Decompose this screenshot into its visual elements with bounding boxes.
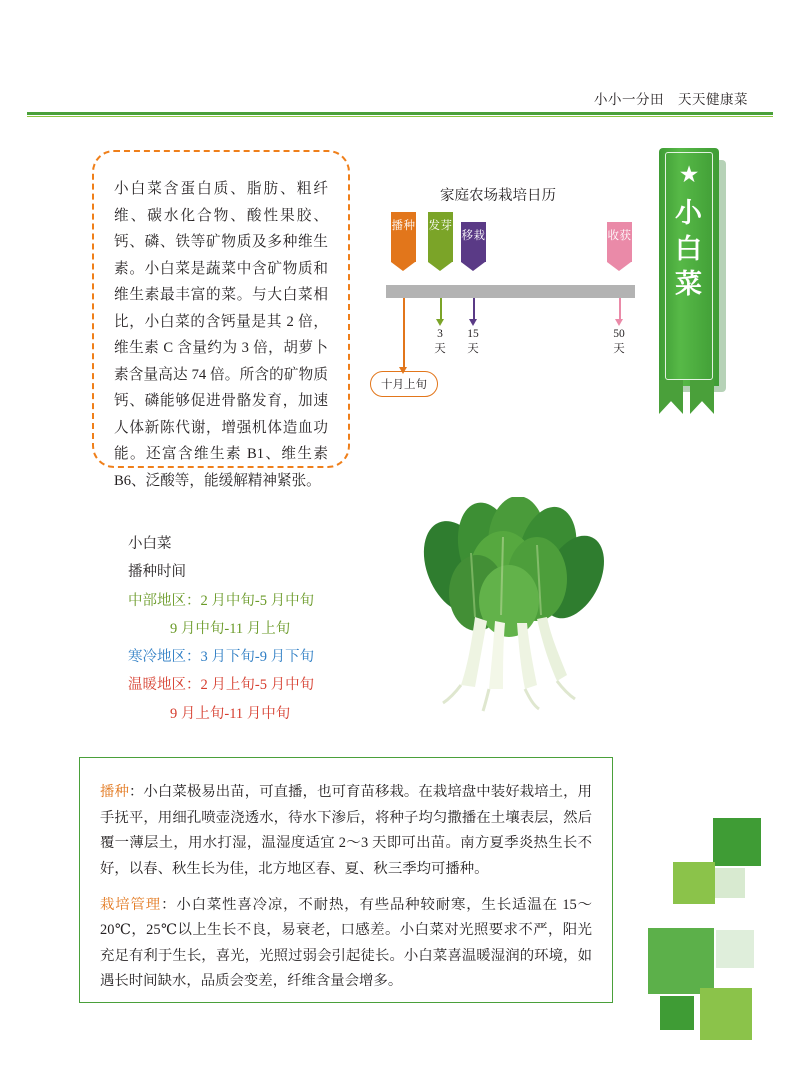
cultivation-info-box xyxy=(79,757,613,1003)
harvest-days-unit: 天 xyxy=(613,342,625,355)
calendar-pin-germination xyxy=(428,212,453,262)
decor-square-5 xyxy=(716,930,754,968)
sowing-row-central: 中部地区：2 月中旬-5 月中旬 xyxy=(128,592,315,609)
calendar-pin-sowing xyxy=(391,212,416,262)
transplant-days-value: 15 xyxy=(467,328,479,340)
harvest-days-value: 50 xyxy=(613,328,625,340)
sowing-time-list xyxy=(128,530,378,728)
pin-germination-label: 发芽 xyxy=(428,220,453,232)
header-rule-thin xyxy=(27,116,773,117)
banner-tail-right xyxy=(690,380,714,414)
transplant-arrow-head xyxy=(469,319,477,326)
harvest-arrow-head xyxy=(615,319,623,326)
germination-arrow-head xyxy=(436,319,444,326)
management-paragraph xyxy=(100,893,592,996)
intro-paragraph: 小白菜含蛋白质、脂肪、粗纤维、碳水化合物、酸性果胶、钙、磷、铁等矿物质及多种维生素。小白菜是蔬菜中含矿物质和维生素最丰富的菜。与大白菜相比，小白菜的含钙量是其 2 倍，维生素 C 含量约为 3 倍，胡萝卜素含量高达 74 倍。所含的矿物质钙、磷能够促进骨骼发育，加速人体新陈代谢，增强机体造血功能。还富含维生素 B1、维生素 B6、泛酸等，能缓解精神紧张。 xyxy=(114,181,328,490)
star-icon: ★ xyxy=(678,162,700,187)
harvest-days-label xyxy=(604,327,634,357)
sowing-row-warm-second: 9 月上旬-11 月中旬 xyxy=(170,705,291,722)
intro-textbox xyxy=(92,150,350,490)
transplant-days-unit: 天 xyxy=(467,342,479,355)
decor-square-6 xyxy=(660,996,694,1030)
banner-title: 小白菜 xyxy=(675,198,703,300)
sowing-tag: 播种 xyxy=(100,784,129,800)
sowing-paragraph xyxy=(100,780,592,883)
header-rule xyxy=(27,112,773,115)
sowing-row-warm: 温暖地区：2 月上旬-5 月中旬 xyxy=(128,677,315,694)
calendar-pin-harvest xyxy=(607,222,632,262)
pin-sowing-label: 播种 xyxy=(391,220,416,232)
calendar-title: 家庭农场栽培日历 xyxy=(440,188,556,204)
germination-days-label xyxy=(425,327,455,357)
management-body: ：小白菜性喜冷凉，不耐热，有些品种较耐寒，生长适温在 15～20℃，25℃以上生长不良，易衰老，口感差。小白菜对光照要求不严，阳光充足有利于生长，喜光，光照过弱会引起徒长。小白菜喜温暖湿润的环境，如遇长时间缺水，品质会变差，纤维含量会增多。 xyxy=(100,896,592,990)
harvest-arrow-line xyxy=(619,298,621,320)
decor-square-4 xyxy=(648,928,714,994)
pin-harvest-label: 收获 xyxy=(607,230,632,242)
decor-square-7 xyxy=(700,988,752,1040)
calendar-pin-transplant xyxy=(461,222,486,262)
crop-photo xyxy=(391,497,620,722)
calendar-timeline-bar xyxy=(386,285,635,298)
transplant-days-label xyxy=(458,327,488,357)
sowing-body: ：小白菜极易出苗，可直播，也可育苗移栽。在栽培盘中装好栽培土，用手抚平，用细孔喷壶浇透水，待水下渗后，将种子均匀撒播在土壤表层，然后覆一薄层土，用水打湿，温湿度适宜 2～3 天即可出苗。南方夏季炎热生长不好，以春、秋生长为佳，北方地区春、夏、秋三季均可播种。 xyxy=(100,784,592,877)
sowing-date-callout: 十月上旬 xyxy=(370,371,438,397)
sowing-row-central-second: 9 月中旬-11 月上旬 xyxy=(170,620,291,637)
management-tag: 栽培管理 xyxy=(100,896,162,913)
bok-choy-illustration xyxy=(391,497,620,722)
sowing-arrow-line xyxy=(403,298,405,368)
transplant-arrow-line xyxy=(473,298,475,320)
sowing-heading: 播种时间 xyxy=(128,564,186,581)
decor-square-2 xyxy=(673,862,715,904)
germination-arrow-line xyxy=(440,298,442,320)
decor-square-1 xyxy=(713,818,761,866)
decor-square-3 xyxy=(715,868,745,898)
sowing-crop-name: 小白菜 xyxy=(128,536,172,552)
pin-transplant-label: 移栽 xyxy=(461,230,486,242)
running-head: 小小一分田 天天健康菜 xyxy=(594,92,748,107)
germination-days-value: 3 xyxy=(437,328,443,340)
germination-days-unit: 天 xyxy=(434,342,446,355)
banner-tail-left xyxy=(659,380,683,414)
sowing-row-cold: 寒冷地区：3 月下旬-9 月下旬 xyxy=(128,649,315,666)
